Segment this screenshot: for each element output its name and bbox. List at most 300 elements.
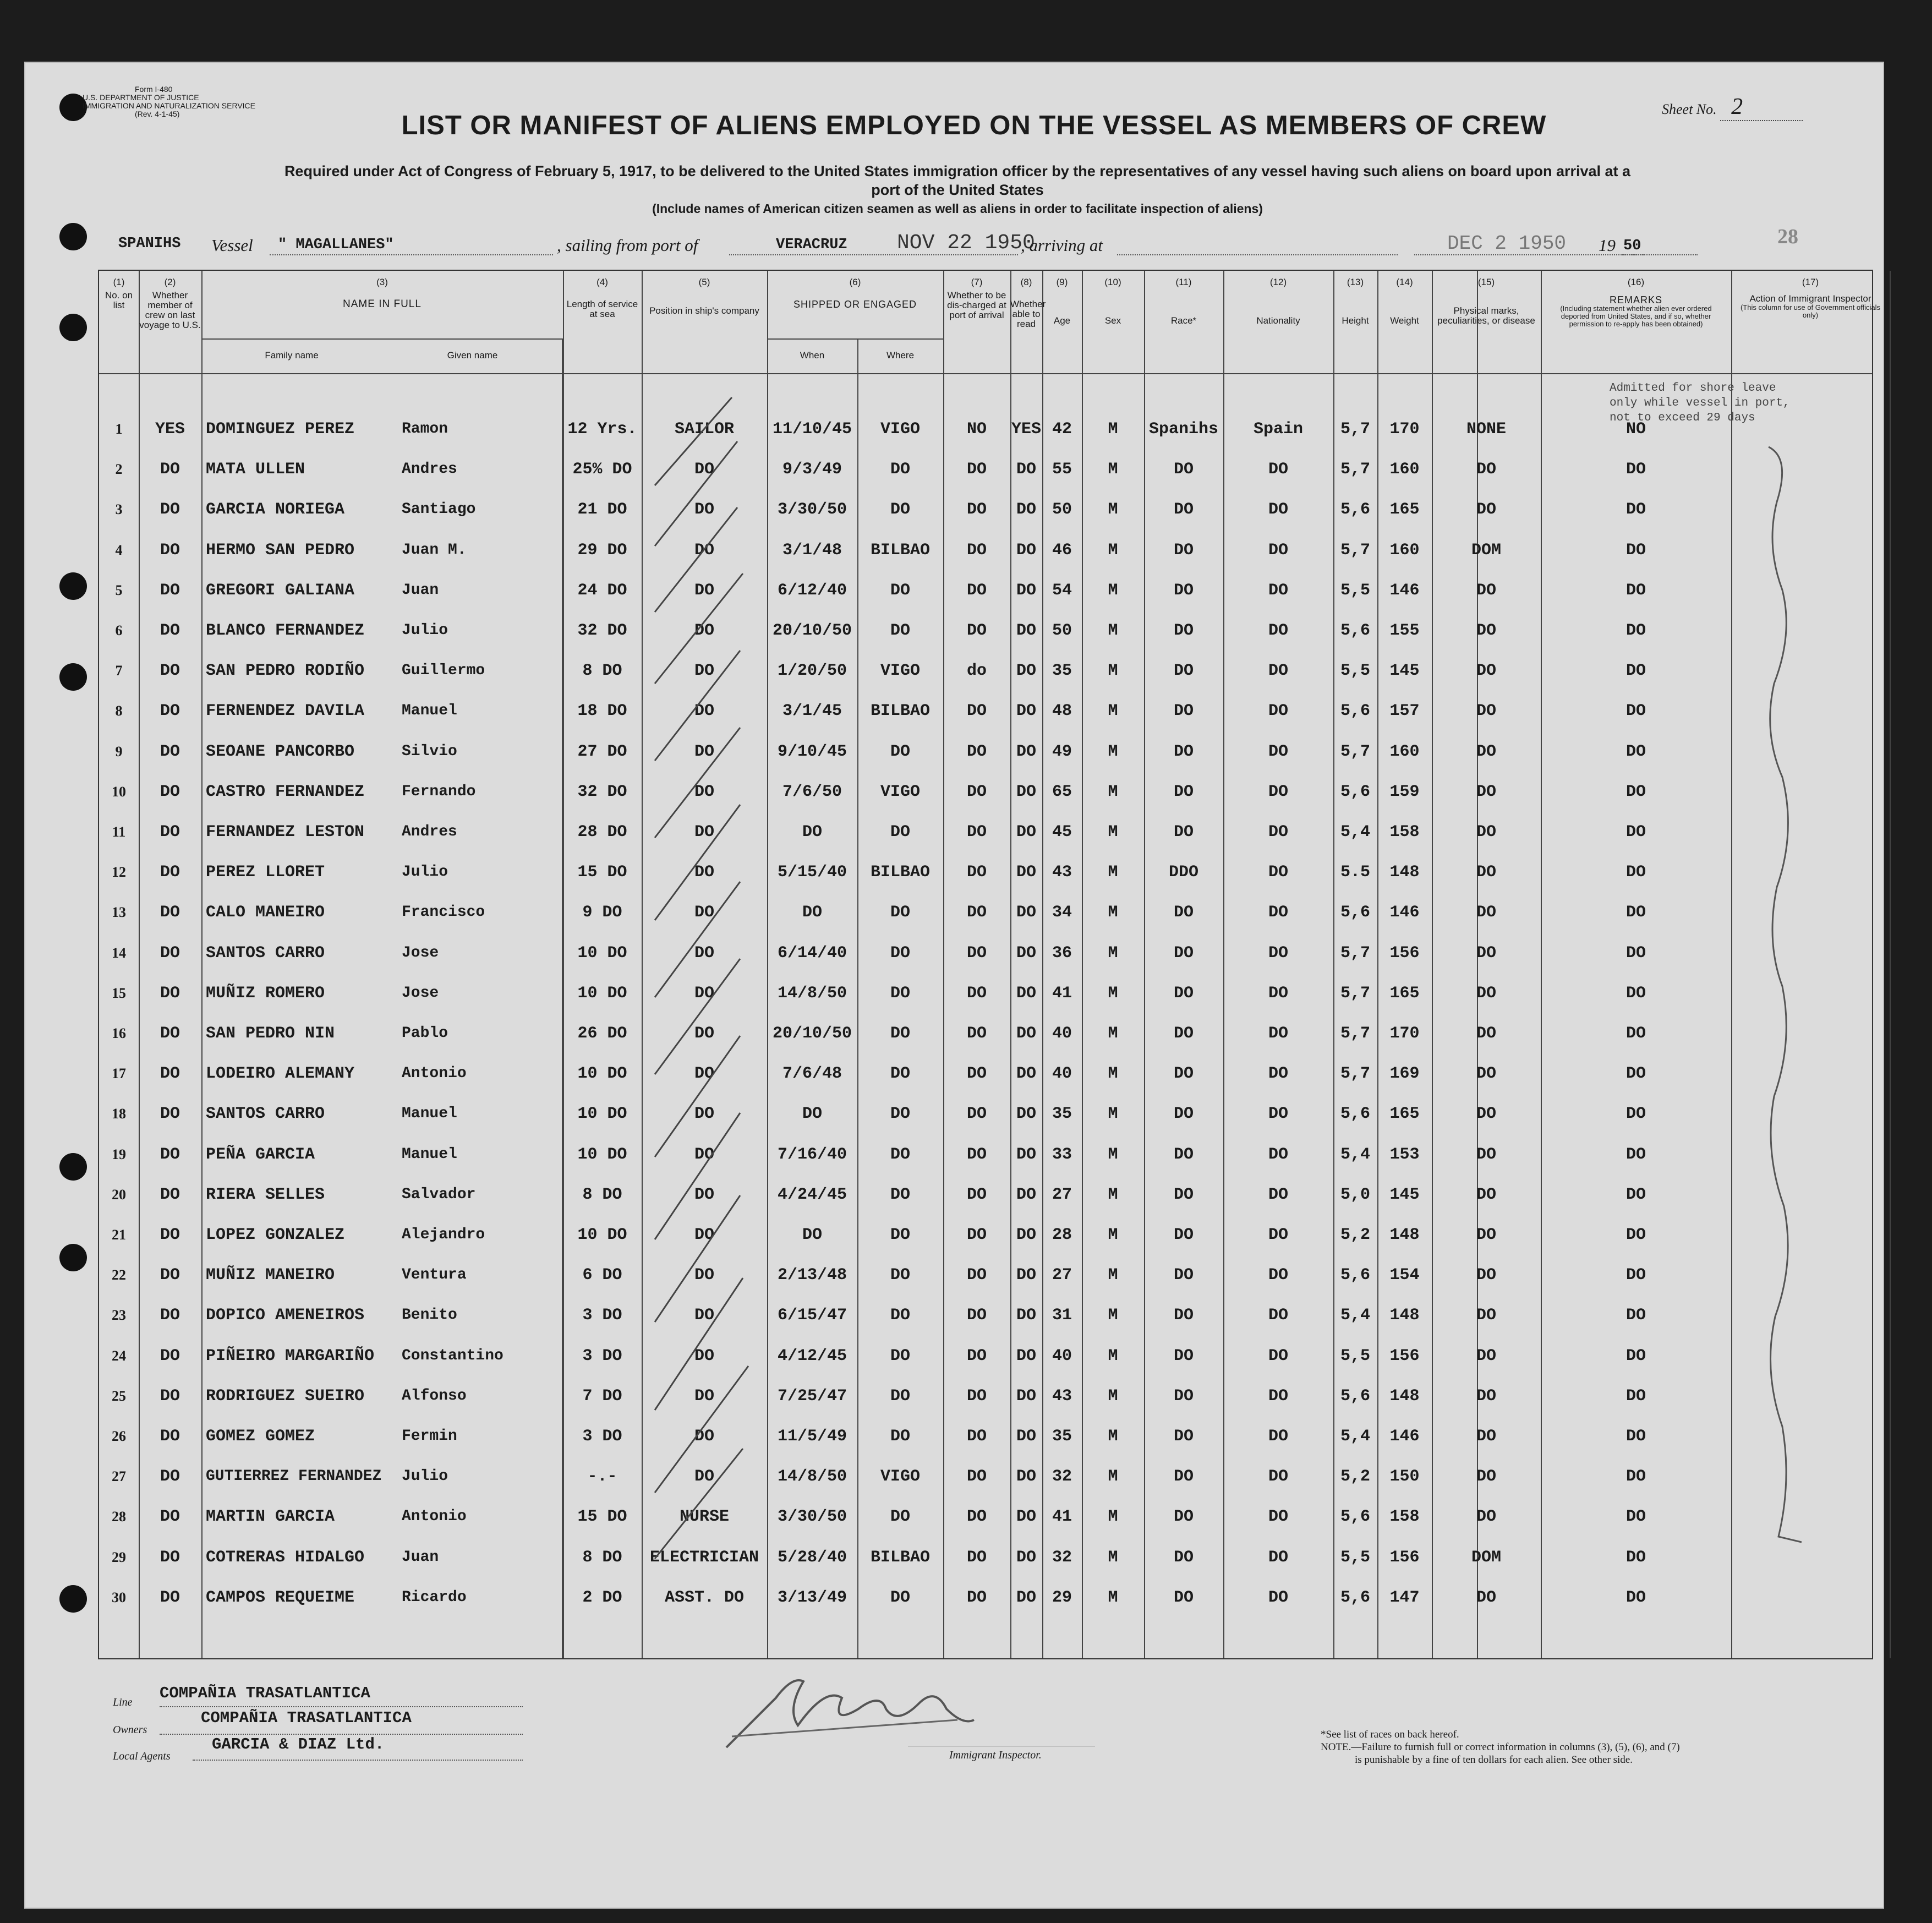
able-to-read-cell: DO xyxy=(1016,581,1036,600)
shipped-where-cell: DO xyxy=(890,1185,910,1204)
position-cell: DO xyxy=(694,984,714,1003)
shipped-when-cell: 5/28/40 xyxy=(777,1548,847,1567)
row-number-cell: 7 xyxy=(115,663,123,679)
physical-marks-cell: DO xyxy=(1476,1226,1496,1244)
remarks-cell: DO xyxy=(1625,823,1646,842)
discharged-at-port-cell: DO xyxy=(966,1024,987,1043)
sex-cell: M xyxy=(1108,662,1118,681)
length-of-service-cell: 10 DO xyxy=(577,1226,627,1244)
family-name-cell: CAMPOS REQUEIME xyxy=(206,1588,355,1607)
able-to-read-cell: DO xyxy=(1016,863,1036,882)
race-cell: DO xyxy=(1173,782,1194,801)
physical-marks-cell: DO xyxy=(1476,823,1496,842)
nationality-cell: DO xyxy=(1268,1266,1288,1285)
given-name-cell: Manuel xyxy=(402,1145,457,1163)
owners-label: Owners xyxy=(113,1724,147,1736)
weight-cell: 148 xyxy=(1389,1306,1420,1325)
shipped-where-cell: DO xyxy=(890,742,910,761)
shipped-when-cell: 7/6/48 xyxy=(782,1064,842,1084)
remarks-cell: DO xyxy=(1625,1346,1646,1365)
crew-last-voyage-cell: DO xyxy=(160,1266,180,1285)
race-cell: DO xyxy=(1173,1024,1194,1043)
weight-cell: 170 xyxy=(1389,1024,1420,1043)
family-name-cell: DOMINGUEZ PEREZ xyxy=(206,420,355,439)
remarks-cell: DO xyxy=(1625,540,1646,560)
position-cell: DO xyxy=(694,1467,714,1487)
vessel-label: Vessel xyxy=(211,236,253,255)
crew-last-voyage-cell: DO xyxy=(160,702,180,721)
remarks-cell: DO xyxy=(1625,1588,1646,1607)
sex-cell: M xyxy=(1108,1064,1118,1084)
able-to-read-cell: DO xyxy=(1016,1145,1036,1164)
agents-label: Local Agents xyxy=(113,1750,171,1762)
position-cell: DO xyxy=(694,782,714,801)
family-name-cell: MUÑIZ ROMERO xyxy=(206,984,325,1003)
given-name-cell: Guillermo xyxy=(402,662,485,680)
nationality-cell: DO xyxy=(1268,1346,1288,1365)
row-number-cell: 19 xyxy=(112,1146,126,1162)
able-to-read-cell: DO xyxy=(1016,1185,1036,1204)
given-name-cell: Antonio xyxy=(402,1508,467,1526)
given-name-cell: Alfonso xyxy=(402,1387,467,1405)
discharged-at-port-cell: DO xyxy=(966,1548,987,1567)
position-cell: DO xyxy=(694,1427,714,1446)
shipped-where-cell: DO xyxy=(890,1386,910,1406)
shipped-where-cell: BILBAO xyxy=(870,863,931,882)
nationality-cell: DO xyxy=(1268,1306,1288,1325)
shipped-when-cell: 9/10/45 xyxy=(777,742,847,761)
length-of-service-cell: 2 DO xyxy=(582,1588,622,1607)
row-number-cell: 5 xyxy=(115,582,123,598)
shipped-where-cell: VIGO xyxy=(880,420,920,439)
race-cell: DO xyxy=(1173,742,1194,761)
age-cell: 32 xyxy=(1052,1467,1072,1487)
position-cell: DO xyxy=(694,1185,714,1204)
height-cell: 5,5 xyxy=(1340,1548,1370,1567)
height-cell: 5,6 xyxy=(1340,621,1370,640)
age-cell: 27 xyxy=(1052,1185,1072,1204)
col-12-header: (12) Nationality xyxy=(1256,277,1300,326)
race-cell: DO xyxy=(1173,1386,1194,1406)
discharged-at-port-cell: DO xyxy=(966,540,987,560)
punch-hole xyxy=(59,314,87,341)
footnote: *See list of races on back hereof. NOTE.—Failure to furnish full or correct information in columns (3), (5), (6), and (7) is punishable by a fine of ten dollars for each alien. See other side. xyxy=(1321,1729,1680,1766)
remarks-cell: DO xyxy=(1625,1024,1646,1043)
able-to-read-cell: DO xyxy=(1016,943,1036,963)
discharged-at-port-cell: DO xyxy=(966,1064,987,1084)
age-cell: 55 xyxy=(1052,460,1072,479)
length-of-service-cell: 10 DO xyxy=(577,1105,627,1124)
shipped-where-cell: DO xyxy=(890,1266,910,1285)
family-name-cell: MATA ULLEN xyxy=(206,460,305,479)
position-cell: DO xyxy=(694,1266,714,1285)
able-to-read-cell: YES xyxy=(1011,420,1041,439)
age-cell: 40 xyxy=(1052,1346,1072,1365)
col-8-header: (8) Whether able to read xyxy=(1010,277,1046,329)
physical-marks-cell: DO xyxy=(1476,1064,1496,1084)
length-of-service-cell: 18 DO xyxy=(577,702,627,721)
crew-table xyxy=(98,270,1881,1659)
sex-cell: M xyxy=(1108,943,1118,963)
race-cell: DO xyxy=(1173,1507,1194,1527)
weight-cell: 156 xyxy=(1389,1548,1420,1567)
shipped-where-cell: DO xyxy=(890,460,910,479)
position-cell: DO xyxy=(694,943,714,963)
able-to-read-cell: DO xyxy=(1016,702,1036,721)
age-cell: 43 xyxy=(1052,1386,1072,1406)
sex-cell: M xyxy=(1108,460,1118,479)
length-of-service-cell: 12 Yrs. xyxy=(567,420,637,439)
shipped-when-cell: 14/8/50 xyxy=(777,1467,847,1487)
crew-last-voyage-cell: DO xyxy=(160,621,180,640)
col-9-header: (9) Age xyxy=(1053,277,1071,326)
sex-cell: M xyxy=(1108,540,1118,560)
nationality-cell: DO xyxy=(1268,702,1288,721)
given-name-header: Given name xyxy=(447,350,498,360)
shipped-where-cell: DO xyxy=(890,581,910,600)
arrival-date-stamp: DEC 2 1950 xyxy=(1447,232,1567,255)
age-cell: 46 xyxy=(1052,540,1072,560)
family-name-cell: SANTOS CARRO xyxy=(206,1105,325,1124)
race-cell: DO xyxy=(1173,702,1194,721)
nationality-cell: DO xyxy=(1268,1427,1288,1446)
remarks-cell: DO xyxy=(1625,1266,1646,1285)
nationality-cell: DO xyxy=(1268,662,1288,681)
physical-marks-cell: DO xyxy=(1476,1024,1496,1043)
remarks-cell: DO xyxy=(1625,782,1646,801)
given-name-cell: Manuel xyxy=(402,1105,457,1123)
race-cell: DO xyxy=(1173,1064,1194,1084)
remarks-cell: NO xyxy=(1625,420,1646,439)
shipped-where-cell: DO xyxy=(890,823,910,842)
position-cell: DO xyxy=(694,460,714,479)
given-name-cell: Ricardo xyxy=(402,1588,467,1606)
length-of-service-cell: 3 DO xyxy=(582,1306,622,1325)
row-number-cell: 10 xyxy=(112,783,126,800)
weight-cell: 154 xyxy=(1389,1266,1420,1285)
family-name-cell: FERNANDEZ LESTON xyxy=(206,823,365,842)
length-of-service-cell: 8 DO xyxy=(582,1185,622,1204)
physical-marks-cell: DOM xyxy=(1471,1548,1501,1567)
shipped-where-cell: BILBAO xyxy=(870,1548,931,1567)
discharged-at-port-cell: DO xyxy=(966,1427,987,1446)
family-name-cell: LOPEZ GONZALEZ xyxy=(206,1226,345,1244)
given-name-cell: Juan xyxy=(402,1548,439,1566)
nationality-cell: Spain xyxy=(1253,420,1303,439)
nationality-cell: DO xyxy=(1268,1467,1288,1487)
crew-last-voyage-cell: DO xyxy=(160,1588,180,1607)
page-title: LIST OR MANIFEST OF ALIENS EMPLOYED ON THE VESSEL AS MEMBERS OF CREW xyxy=(401,111,1547,140)
subtitle-include: (Include names of American citizen seamen as well as aliens in order to facilitate inspection of aliens) xyxy=(652,201,1263,216)
length-of-service-cell: 8 DO xyxy=(582,662,622,681)
nationality-cell: DO xyxy=(1268,823,1288,842)
crew-last-voyage-cell: DO xyxy=(160,460,180,479)
shipped-when-cell: 2/13/48 xyxy=(777,1266,847,1285)
physical-marks-cell: DO xyxy=(1476,662,1496,681)
nationality-cell: DO xyxy=(1268,621,1288,640)
length-of-service-cell: -.- xyxy=(587,1467,617,1487)
able-to-read-cell: DO xyxy=(1016,1024,1036,1043)
remarks-cell: DO xyxy=(1625,1427,1646,1446)
length-of-service-cell: 10 DO xyxy=(577,984,627,1003)
discharged-at-port-cell: DO xyxy=(966,1145,987,1164)
crew-last-voyage-cell: DO xyxy=(160,1064,180,1084)
length-of-service-cell: 25% DO xyxy=(572,460,632,479)
family-name-cell: CASTRO FERNANDEZ xyxy=(206,782,365,801)
physical-marks-cell: DO xyxy=(1476,943,1496,963)
col-15-header: (15) Physical marks, peculiarities, or disease xyxy=(1437,277,1535,326)
height-cell: 5,7 xyxy=(1340,943,1370,963)
length-of-service-cell: 3 DO xyxy=(582,1346,622,1365)
able-to-read-cell: DO xyxy=(1016,782,1036,801)
position-cell: DO xyxy=(694,702,714,721)
punch-hole xyxy=(59,1585,87,1613)
sex-cell: M xyxy=(1108,500,1118,520)
height-cell: 5,4 xyxy=(1340,1306,1370,1325)
family-name-cell: SAN PEDRO RODIÑO xyxy=(206,662,365,681)
physical-marks-cell: DO xyxy=(1476,1145,1496,1164)
crew-last-voyage-cell: DO xyxy=(160,903,180,922)
physical-marks-cell: DO xyxy=(1476,581,1496,600)
agents-value: GARCIA & DIAZ Ltd. xyxy=(212,1735,385,1753)
remarks-cell: DO xyxy=(1625,1064,1646,1084)
subtitle-port: port of the United States xyxy=(871,182,1044,198)
sex-cell: M xyxy=(1108,1507,1118,1527)
shipped-where-cell: VIGO xyxy=(880,1467,920,1487)
row-number-cell: 11 xyxy=(112,824,126,840)
able-to-read-cell: DO xyxy=(1016,1346,1036,1365)
height-cell: 5,2 xyxy=(1340,1226,1370,1244)
shipped-when-cell: 4/12/45 xyxy=(777,1346,847,1365)
weight-cell: 158 xyxy=(1389,1507,1420,1527)
given-name-cell: Silvio xyxy=(402,742,457,760)
race-cell: Spanihs xyxy=(1148,420,1219,439)
row-number-cell: 2 xyxy=(115,461,123,478)
physical-marks-cell: DO xyxy=(1476,903,1496,922)
height-cell: 5.5 xyxy=(1340,863,1370,882)
physical-marks-cell: DO xyxy=(1476,742,1496,761)
shipped-when-cell: 9/3/49 xyxy=(782,460,842,479)
age-cell: 48 xyxy=(1052,702,1072,721)
col-5-header: (5) Position in ship's company xyxy=(649,277,759,316)
given-name-cell: Andres xyxy=(402,461,457,478)
height-cell: 5,5 xyxy=(1340,662,1370,681)
given-name-cell: Alejandro xyxy=(402,1226,485,1243)
row-number-cell: 30 xyxy=(112,1589,126,1605)
family-name-cell: SAN PEDRO NIN xyxy=(206,1024,335,1043)
given-name-cell: Francisco xyxy=(402,904,485,921)
race-cell: DO xyxy=(1173,1105,1194,1124)
row-number-cell: 20 xyxy=(112,1186,126,1203)
position-cell: DO xyxy=(694,863,714,882)
race-cell: DO xyxy=(1173,1588,1194,1607)
age-cell: 41 xyxy=(1052,984,1072,1003)
length-of-service-cell: 26 DO xyxy=(577,1024,627,1043)
family-name-cell: DOPICO AMENEIROS xyxy=(206,1306,365,1325)
position-cell: NURSE xyxy=(679,1507,729,1527)
shipped-when-cell: 20/10/50 xyxy=(772,1024,852,1043)
nationality-cell: DO xyxy=(1268,863,1288,882)
length-of-service-cell: 21 DO xyxy=(577,500,627,520)
physical-marks-cell: DO xyxy=(1476,863,1496,882)
crew-last-voyage-cell: YES xyxy=(155,420,185,439)
discharged-at-port-cell: do xyxy=(966,662,987,681)
crew-last-voyage-cell: DO xyxy=(160,1306,180,1325)
length-of-service-cell: 27 DO xyxy=(577,742,627,761)
row-number-cell: 1 xyxy=(115,421,123,437)
shipped-where-cell: DO xyxy=(890,1145,910,1164)
crew-last-voyage-cell: DO xyxy=(160,1427,180,1446)
crew-last-voyage-cell: DO xyxy=(160,943,180,963)
row-number-cell: 23 xyxy=(112,1307,126,1324)
remarks-cell: DO xyxy=(1625,581,1646,600)
able-to-read-cell: DO xyxy=(1016,903,1036,922)
position-cell: DO xyxy=(694,500,714,520)
shipped-where-cell: DO xyxy=(890,500,910,520)
sex-cell: M xyxy=(1108,1346,1118,1365)
crew-last-voyage-cell: DO xyxy=(160,662,180,681)
sex-cell: M xyxy=(1108,1548,1118,1567)
crew-last-voyage-cell: DO xyxy=(160,1226,180,1244)
shipped-when-cell: 14/8/50 xyxy=(777,984,847,1003)
sheet-number: Sheet No. 2 xyxy=(1662,94,1803,121)
col-17-header: (17) Action of Immigrant Inspector (This column for use of Government officials only) xyxy=(1740,277,1881,319)
shipped-when-cell: 5/15/40 xyxy=(777,863,847,882)
remarks-cell: DO xyxy=(1625,984,1646,1003)
shipped-when-cell: 1/20/50 xyxy=(777,662,847,681)
nationality-cell: DO xyxy=(1268,1226,1288,1244)
length-of-service-cell: 32 DO xyxy=(577,782,627,801)
shipped-when-cell: DO xyxy=(802,903,822,922)
nationality-cell: DO xyxy=(1268,581,1288,600)
given-name-cell: Julio xyxy=(402,1468,448,1485)
discharged-at-port-cell: DO xyxy=(966,1507,987,1527)
shipped-when-cell: 11/10/45 xyxy=(772,420,852,439)
arrival-year: 50 xyxy=(1623,238,1641,254)
weight-cell: 170 xyxy=(1389,420,1420,439)
age-cell: 43 xyxy=(1052,863,1072,882)
family-name-cell: SANTOS CARRO xyxy=(206,943,325,963)
height-cell: 5,2 xyxy=(1340,1467,1370,1487)
sex-cell: M xyxy=(1108,1588,1118,1607)
crew-last-voyage-cell: DO xyxy=(160,984,180,1003)
position-cell: DO xyxy=(694,581,714,600)
race-cell: DO xyxy=(1173,662,1194,681)
race-cell: DO xyxy=(1173,581,1194,600)
weight-cell: 146 xyxy=(1389,581,1420,600)
discharged-at-port-cell: DO xyxy=(966,581,987,600)
crew-nationality: SPANIHS xyxy=(118,236,181,252)
discharged-at-port-cell: DO xyxy=(966,1266,987,1285)
height-cell: 5,7 xyxy=(1340,460,1370,479)
height-cell: 5,6 xyxy=(1340,500,1370,520)
given-name-cell: Santiago xyxy=(402,501,476,518)
weight-cell: 165 xyxy=(1389,984,1420,1003)
given-name-cell: Julio xyxy=(402,864,448,881)
shipped-when-cell: DO xyxy=(802,1226,822,1244)
race-cell: DO xyxy=(1173,540,1194,560)
height-cell: 5,7 xyxy=(1340,984,1370,1003)
position-cell: DO xyxy=(694,621,714,640)
shipped-where-cell: DO xyxy=(890,621,910,640)
shipped-when-cell: 20/10/50 xyxy=(772,621,852,640)
position-cell: DO xyxy=(694,823,714,842)
weight-cell: 159 xyxy=(1389,782,1420,801)
family-name-cell: BLANCO FERNANDEZ xyxy=(206,621,365,640)
row-number-cell: 28 xyxy=(112,1509,126,1525)
position-cell: DO xyxy=(694,1064,714,1084)
family-name-cell: GARCIA NORIEGA xyxy=(206,500,345,520)
shipped-where-cell: DO xyxy=(890,943,910,963)
form-identifier: Form I-480 U.S. DEPARTMENT OF JUSTICE IMMIGRATION AND NATURALIZATION SERVICE (Rev. 4-1-45) xyxy=(83,85,255,118)
family-name-cell: COTRERAS HIDALGO xyxy=(206,1548,365,1567)
remarks-cell: DO xyxy=(1625,1145,1646,1164)
arriving-label: , arriving at xyxy=(1021,236,1103,255)
able-to-read-cell: DO xyxy=(1016,742,1036,761)
position-cell: DO xyxy=(694,742,714,761)
weight-cell: 158 xyxy=(1389,823,1420,842)
height-cell: 5,6 xyxy=(1340,702,1370,721)
weight-cell: 156 xyxy=(1389,1346,1420,1365)
shipped-where-cell: DO xyxy=(890,903,910,922)
row-number-cell: 27 xyxy=(112,1468,126,1485)
remarks-cell: DO xyxy=(1625,1185,1646,1204)
race-cell: DO xyxy=(1173,823,1194,842)
nationality-cell: DO xyxy=(1268,540,1288,560)
nationality-cell: DO xyxy=(1268,1145,1288,1164)
shipped-where-cell: DO xyxy=(890,1226,910,1244)
punch-hole xyxy=(59,1244,87,1271)
race-cell: DDO xyxy=(1168,863,1198,882)
given-name-cell: Manuel xyxy=(402,702,457,720)
col-1-header: (1) No. on list xyxy=(105,277,133,310)
weight-cell: 147 xyxy=(1389,1588,1420,1607)
age-cell: 45 xyxy=(1052,823,1072,842)
shipped-when-cell: 6/12/40 xyxy=(777,581,847,600)
weight-cell: 150 xyxy=(1389,1467,1420,1487)
length-of-service-cell: 15 DO xyxy=(577,1507,627,1527)
discharged-at-port-cell: DO xyxy=(966,782,987,801)
race-cell: DO xyxy=(1173,1548,1194,1567)
remarks-cell: DO xyxy=(1625,903,1646,922)
sex-cell: M xyxy=(1108,621,1118,640)
age-cell: 50 xyxy=(1052,621,1072,640)
shipped-where-cell: DO xyxy=(890,1588,910,1607)
physical-marks-cell: DO xyxy=(1476,1427,1496,1446)
position-cell: DO xyxy=(694,1226,714,1244)
sex-cell: M xyxy=(1108,1185,1118,1204)
able-to-read-cell: DO xyxy=(1016,540,1036,560)
height-cell: 5,7 xyxy=(1340,1024,1370,1043)
given-name-cell: Juan xyxy=(402,581,439,599)
height-cell: 5,5 xyxy=(1340,581,1370,600)
physical-marks-cell: DO xyxy=(1476,1467,1496,1487)
remarks-cell: DO xyxy=(1625,1226,1646,1244)
position-cell: DO xyxy=(694,540,714,560)
line-label: Line xyxy=(113,1696,133,1708)
crew-last-voyage-cell: DO xyxy=(160,1145,180,1164)
row-number-cell: 16 xyxy=(112,1025,126,1041)
crew-last-voyage-cell: DO xyxy=(160,1386,180,1406)
discharged-at-port-cell: DO xyxy=(966,1346,987,1365)
family-name-cell: PIÑEIRO MARGARIÑO xyxy=(206,1346,375,1365)
given-name-cell: Juan M. xyxy=(402,541,467,559)
discharged-at-port-cell: DO xyxy=(966,1185,987,1204)
discharged-at-port-cell: DO xyxy=(966,1105,987,1124)
race-cell: DO xyxy=(1173,1427,1194,1446)
remarks-cell: DO xyxy=(1625,863,1646,882)
shipped-when-cell: DO xyxy=(802,1105,822,1124)
